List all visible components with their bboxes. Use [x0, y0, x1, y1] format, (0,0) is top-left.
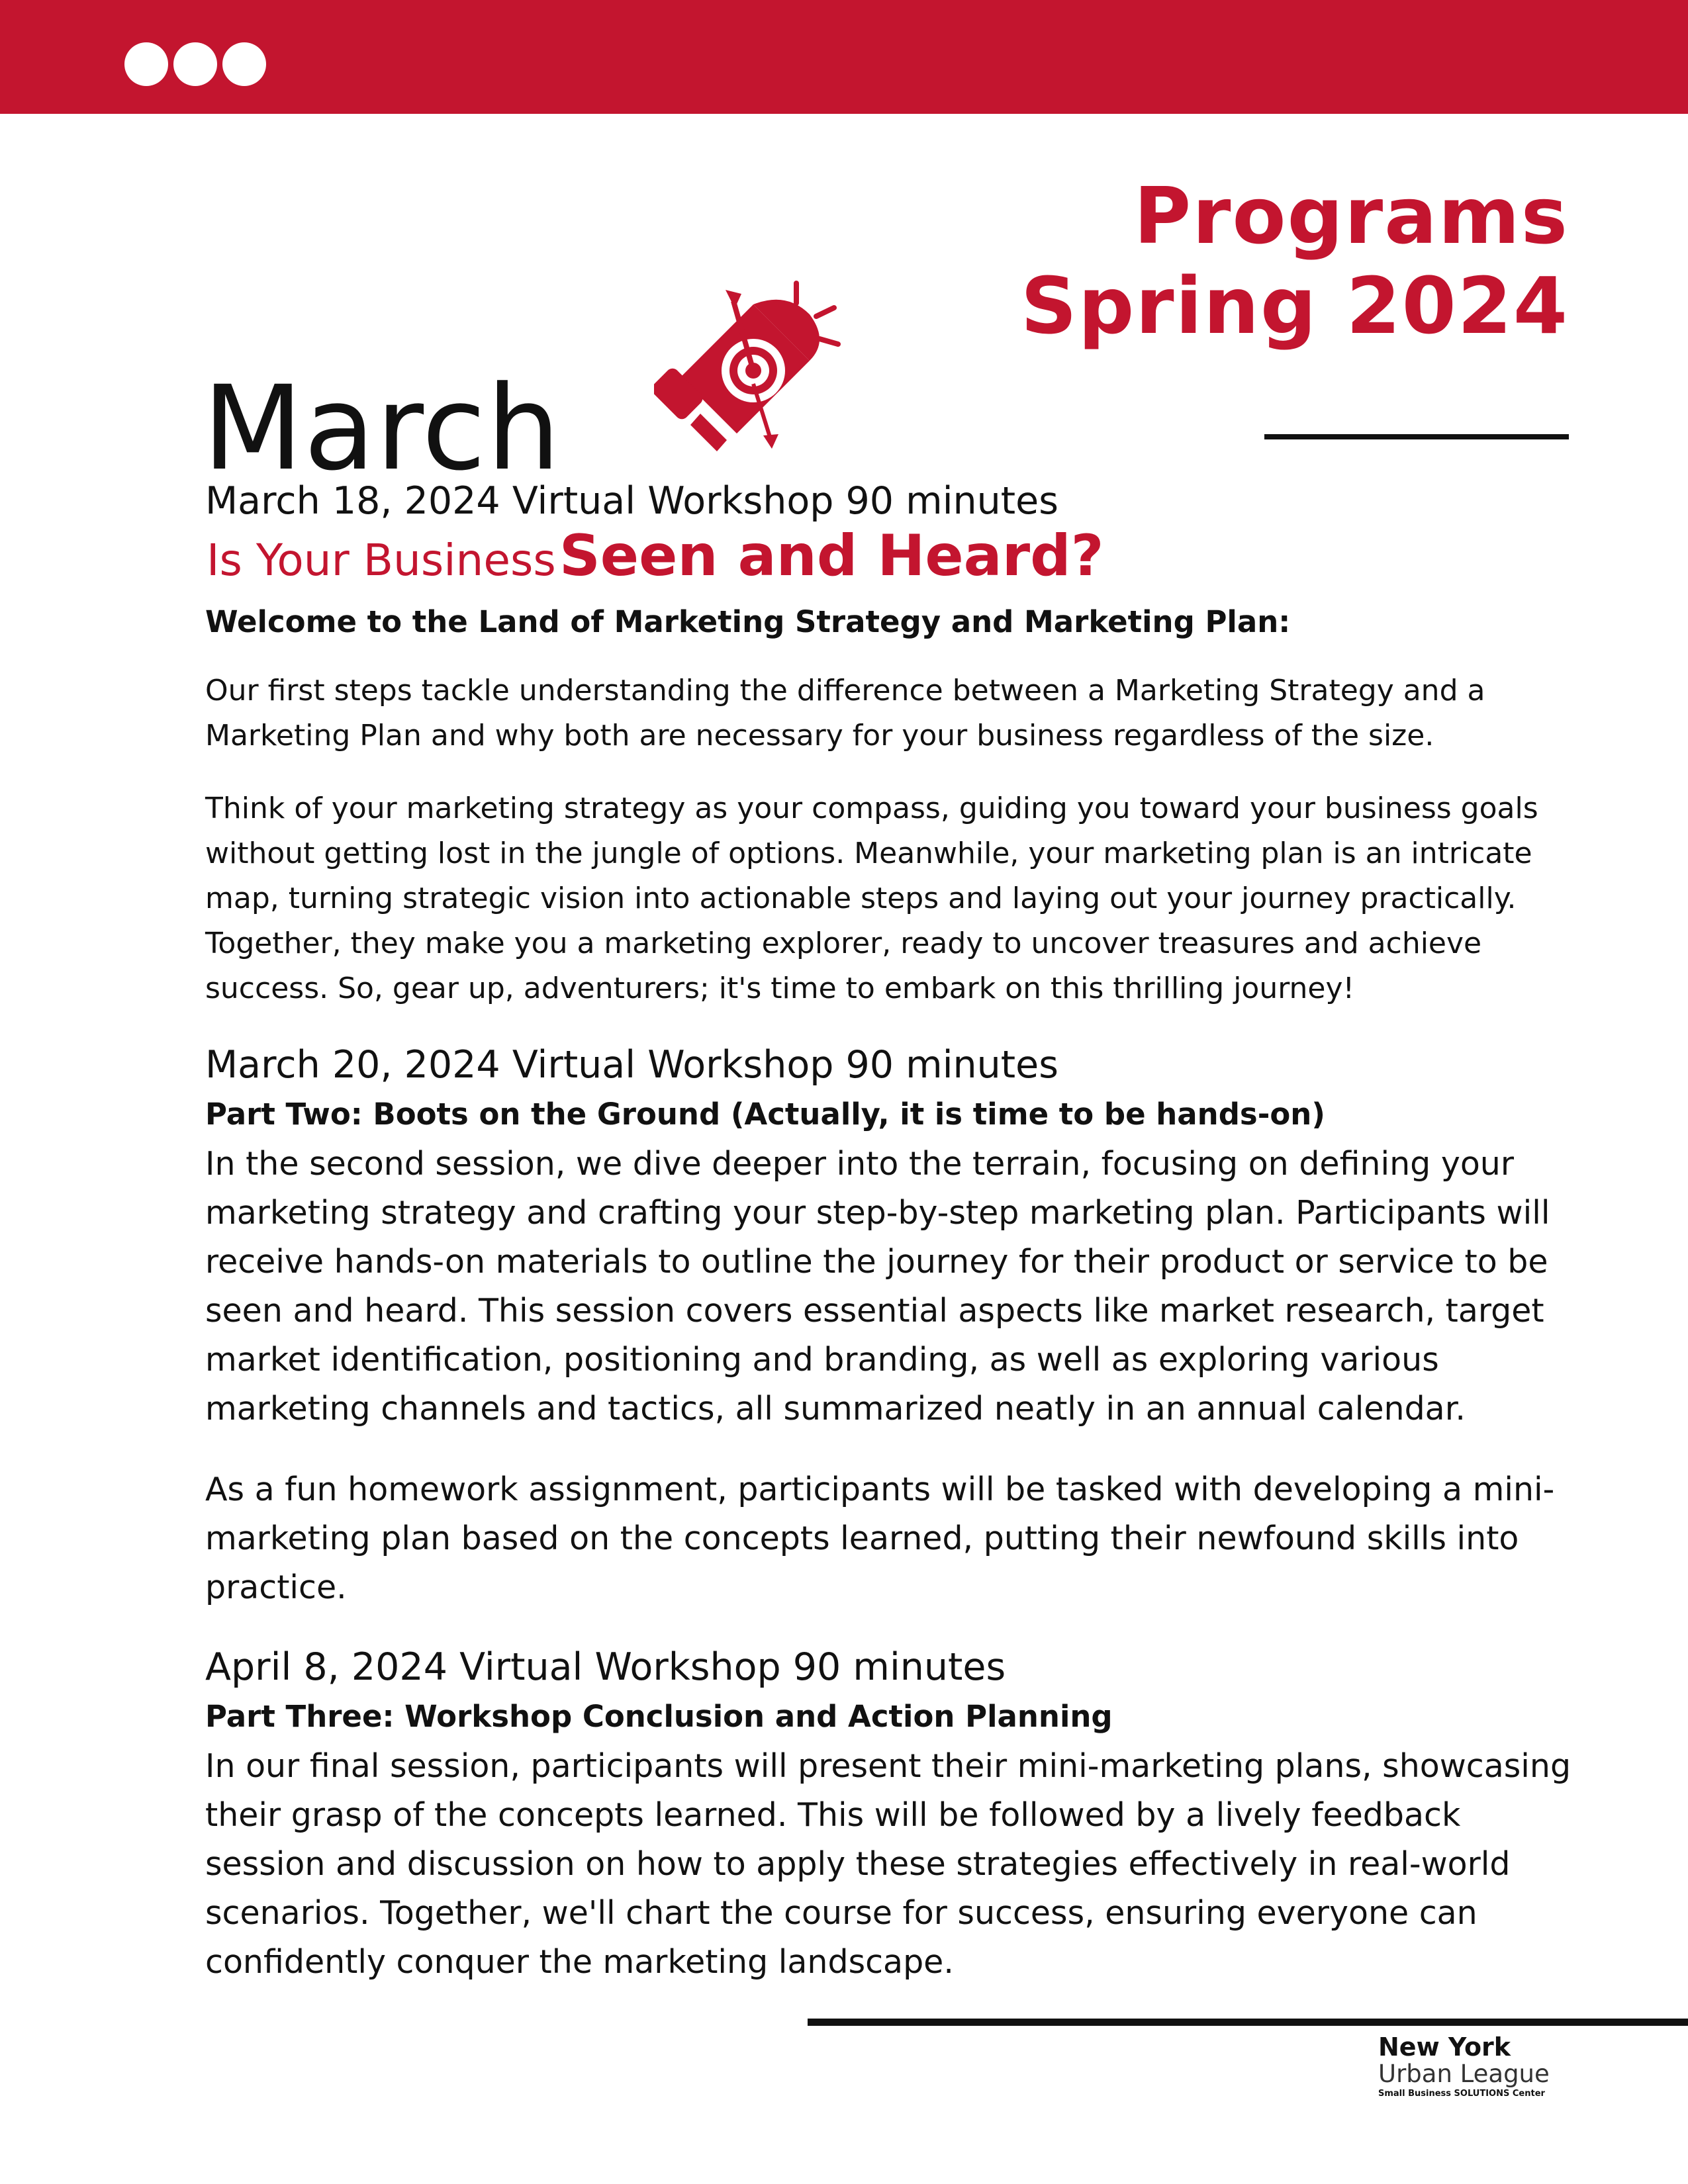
month-heading: March: [203, 361, 561, 496]
session-2-subhead: Part Two: Boots on the Ground (Actually, it is time to be hands-on): [205, 1097, 1325, 1132]
session-3-paragraph-1: In our final session, participants will present their mini-marketing plans, showcasing their grasp of the concepts learned. This will be followed by a lively feedback session and discussion on how to apply these strategies effectively in real-world scenarios. Together, we'll chart the course for success, ensuring everyone can confidently conquer the marketing landscape.: [205, 1747, 1571, 1981]
session-2-date: March 20, 2024 Virtual Workshop 90 minutes: [205, 1043, 1058, 1087]
session-2-paragraph-1: In the second session, we dive deeper into the terrain, focusing on defining your marketing strategy and crafting your step-by-step marketing plan. Participants will receive hands-on materials to outline the journey for their product or service to be seen and heard. This session covers essential aspects like market research, target market identification, positioning and branding, as well as exploring various marketing channels and tactics, all summarized neatly in an annual calendar.: [205, 1145, 1550, 1428]
logo-line3: Small Business SOLUTIONS Center: [1378, 2089, 1545, 2099]
session-1-headline: [207, 523, 1104, 589]
headline-small-text: Is Your Business: [207, 535, 556, 586]
session-1-subhead: Welcome to the Land of Marketing Strategy and Marketing Plan:: [205, 604, 1291, 639]
title-underline: [1264, 434, 1569, 439]
page-title-line1: Programs: [1133, 170, 1569, 261]
session-1-paragraph-1: Our first steps tackle understanding the difference between a Marketing Strategy and a Marketing Plan and why both are necessary for your business regardless of the size.: [205, 674, 1485, 752]
logo-line2: Urban League: [1378, 2060, 1550, 2088]
footer-rule: [808, 2019, 1688, 2026]
organization-logo: [1378, 2033, 1577, 2101]
page-title: [1021, 171, 1569, 351]
session-3-date: April 8, 2024 Virtual Workshop 90 minutes: [205, 1645, 1006, 1689]
window-dot-1: [124, 42, 168, 86]
logo-line1: New York: [1378, 2032, 1511, 2062]
session-2-paragraph-2: As a fun homework assignment, participants will be tasked with developing a mini-marketing plan based on the concepts learned, putting their newfound skills into practice.: [205, 1471, 1555, 1606]
window-dot-2: [173, 42, 217, 86]
page-title-line2: Spring 2024: [1020, 260, 1569, 351]
session-1-date: March 18, 2024 Virtual Workshop 90 minutes: [205, 479, 1058, 523]
top-banner: [0, 0, 1688, 114]
session-3-subhead: Part Three: Workshop Conclusion and Action Planning: [205, 1699, 1113, 1734]
window-dot-3: [222, 42, 266, 86]
headline-big-text: Seen and Heard?: [559, 523, 1104, 589]
megaphone-target-icon: [654, 278, 853, 470]
session-1-paragraph-2: Think of your marketing strategy as your compass, guiding you toward your business goals without getting lost in the jungle of options. Meanwhile, your marketing plan is an intricate map, turning strategic vision into actionable steps and laying out your journey practically. Together, they make you a marketing explorer, ready to uncover treasures and achieve success. So, gear up, adventurers; it's time to embark on this thrilling journey!: [205, 792, 1538, 1005]
